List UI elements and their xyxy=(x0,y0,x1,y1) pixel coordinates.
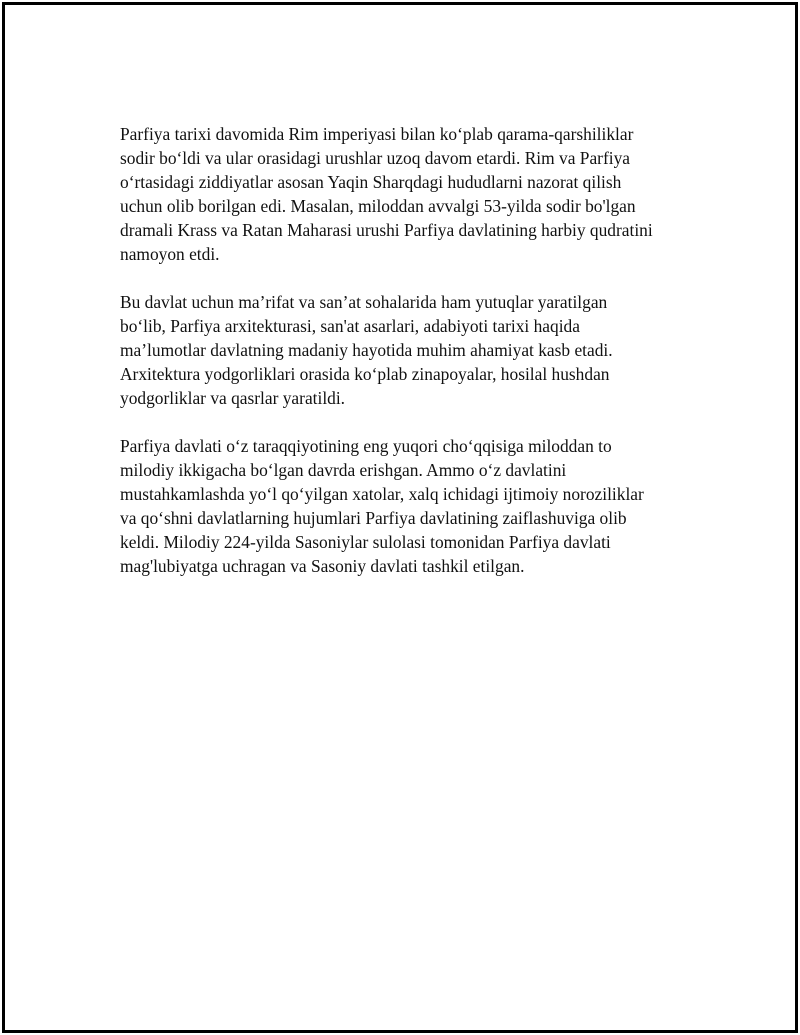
paragraph-line: Parfiya tarixi davomida Rim imperiyasi bilan ko‘plab qarama-qarshiliklar xyxy=(120,124,634,144)
paragraph-line: dramali Krass va Ratan Maharasi urushi Parfiya davlatining harbiy qudratini xyxy=(120,220,653,240)
paragraph-line: bo‘lib, Parfiya arxitekturasi, san'at asarlari, adabiyoti tarixi haqida xyxy=(120,316,580,336)
paragraph-line: va qo‘shni davlatlarning hujumlari Parfiya davlatining zaiflashuviga olib xyxy=(120,508,627,528)
paragraph-line: keldi. Milodiy 224-yilda Sasoniylar sulolasi tomonidan Parfiya davlati xyxy=(120,532,611,552)
paragraph-line: uchun olib borilgan edi. Masalan, miloddan avvalgi 53-yilda sodir bo'lgan xyxy=(120,196,636,216)
paragraph-line: Parfiya davlati o‘z taraqqiyotining eng yuqori cho‘qqisiga miloddan to xyxy=(120,436,612,456)
paragraph-2 xyxy=(120,290,700,410)
paragraph-line: milodiy ikkigacha bo‘lgan davrda erishgan. Ammo o‘z davlatini xyxy=(120,460,567,480)
paragraph-line: sodir bo‘ldi va ular orasidagi urushlar uzoq davom etardi. Rim va Parfiya xyxy=(120,148,630,168)
paragraph-3 xyxy=(120,434,700,578)
paragraph-line: Bu davlat uchun ma’rifat va san’at sohalarida ham yutuqlar yaratilgan xyxy=(120,292,608,312)
paragraph-line: yodgorliklar va qasrlar yaratildi. xyxy=(120,388,346,408)
paragraph-line: mustahkamlashda yo‘l qo‘yilgan xatolar, xalq ichidagi ijtimoiy noroziliklar xyxy=(120,484,644,504)
paragraph-line: mag'lubiyatga uchragan va Sasoniy davlati tashkil etilgan. xyxy=(120,556,525,576)
document-page xyxy=(2,2,798,1033)
paragraph-1 xyxy=(120,122,700,266)
document-body xyxy=(120,122,700,602)
paragraph-line: Arxitektura yodgorliklari orasida ko‘plab zinapoyalar, hosilal hushdan xyxy=(120,364,610,384)
paragraph-line: o‘rtasidagi ziddiyatlar asosan Yaqin Sharqdagi hududlarni nazorat qilish xyxy=(120,172,622,192)
paragraph-line: namoyon etdi. xyxy=(120,244,220,264)
paragraph-line: ma’lumotlar davlatning madaniy hayotida muhim ahamiyat kasb etadi. xyxy=(120,340,613,360)
